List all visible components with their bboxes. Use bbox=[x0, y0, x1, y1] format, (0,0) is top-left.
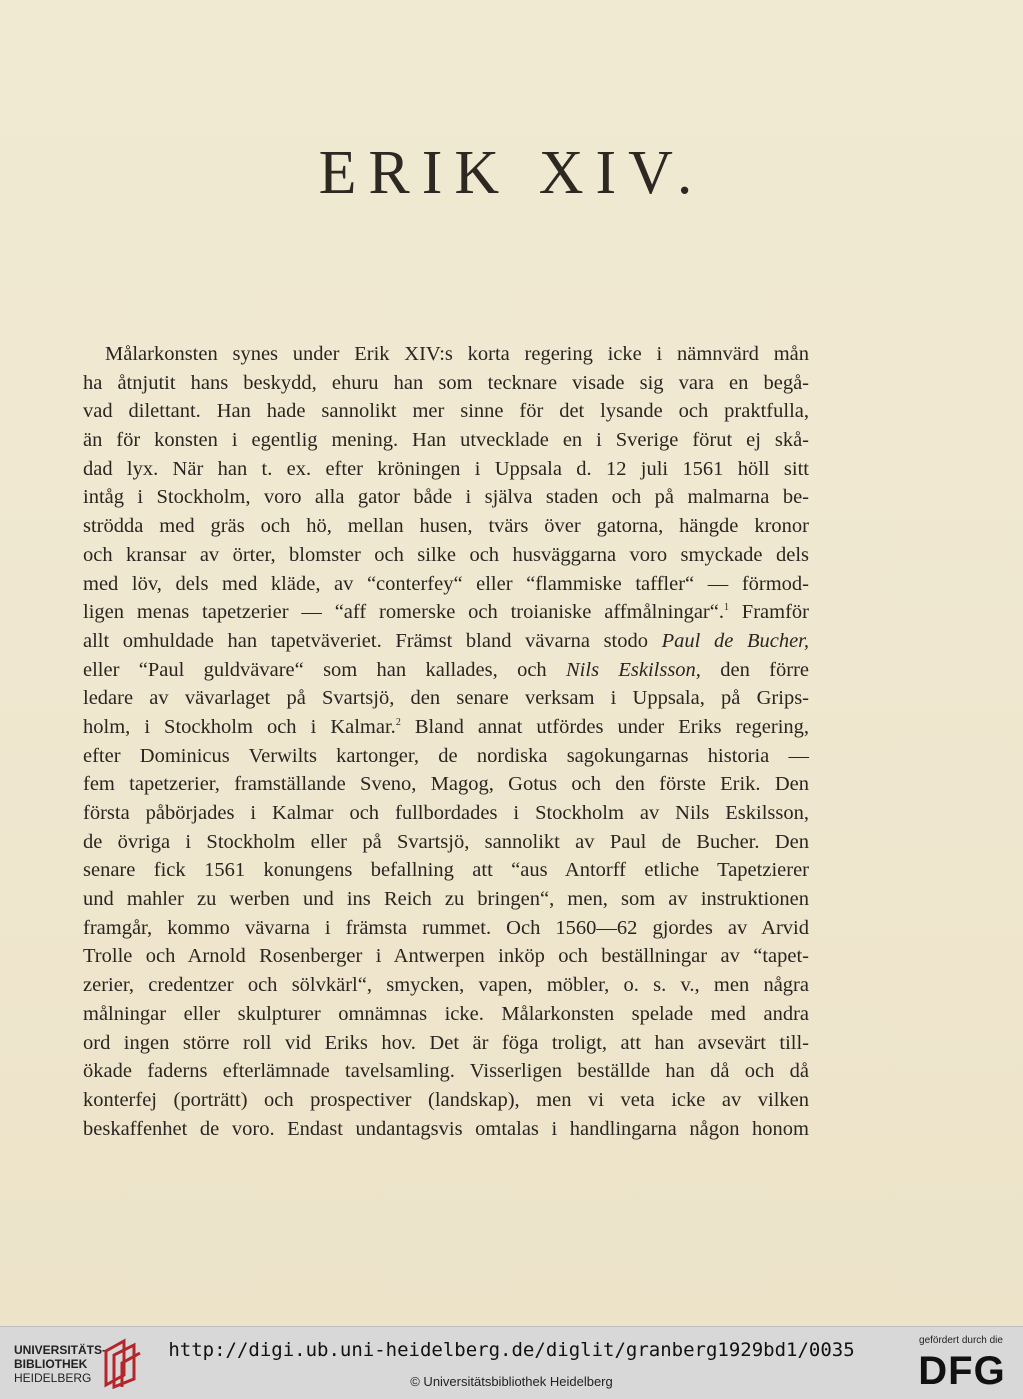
line-text: framgår, kommo vävarna i främsta rummet. Och 1560—62 gjordes av Arvid bbox=[83, 916, 809, 939]
copyright-notice: © Universitätsbibliothek Heidelberg bbox=[410, 1374, 613, 1389]
line-text: holm, i Stockholm och i Kalmar. bbox=[83, 715, 396, 738]
library-line-2: BIBLIOTHEK bbox=[14, 1357, 88, 1371]
line-text: ord ingen större roll vid Eriks hov. Det är föga troligt, att han avsevärt till- bbox=[83, 1031, 809, 1054]
text-line bbox=[83, 512, 809, 541]
text-line bbox=[83, 656, 809, 685]
text-line bbox=[83, 397, 809, 426]
line-text: ledare av vävarlaget på Svartsjö, den senare verksam i Uppsala, på Grips- bbox=[83, 687, 809, 710]
library-line-1: UNIVERSITÄTS- bbox=[14, 1343, 107, 1357]
line-text: efter Dominicus Verwilts kartonger, de nordiska sagokungarnas historia — bbox=[83, 744, 809, 767]
text-line bbox=[83, 541, 809, 570]
text-line bbox=[83, 598, 809, 627]
footnote-marker[interactable]: 1 bbox=[723, 602, 729, 614]
line-text: dad lyx. När han t. ex. efter kröningen i Uppsala d. 12 juli 1561 höll sitt bbox=[83, 457, 809, 480]
line-text: fem tapetzerier, framställande Sveno, Magog, Gotus och den förste Erik. Den bbox=[83, 773, 809, 796]
line-text: ligen menas tapetzerier — “aff romerske och troianiske affmålningar“. bbox=[83, 601, 724, 624]
line-text: Trolle och Arnold Rosenberger i Antwerpen inköp och beställningar av “tapet- bbox=[83, 945, 809, 968]
text-line bbox=[83, 828, 809, 857]
line-text: konterfej (porträtt) och prospectiver (landskap), men vi veta icke av vilken bbox=[83, 1088, 809, 1111]
dfg-logo[interactable]: DFG bbox=[918, 1349, 1006, 1393]
line-text: vad dilettant. Han hade sannolikt mer sinne för det lysande och praktfulla, bbox=[83, 400, 809, 423]
text-line bbox=[83, 455, 809, 484]
footnote-marker[interactable]: 2 bbox=[395, 717, 401, 729]
text-line bbox=[83, 942, 809, 971]
text-line bbox=[83, 426, 809, 455]
line-text: de övriga i Stockholm eller på Svartsjö, sannolikt av Paul de Bucher. Den bbox=[83, 830, 809, 853]
text-line bbox=[83, 340, 809, 369]
line-text: und mahler zu werben und ins Reich zu bringen“, men, som av instruktionen bbox=[83, 888, 809, 911]
line-text: zerier, credentzer och sölvkärl“, smycken, vapen, möbler, o. s. v., men några bbox=[83, 974, 809, 997]
text-line bbox=[83, 369, 809, 398]
line-text: målningar eller skulpturer omnämnas icke. Målarkonsten spelade med andra bbox=[83, 1002, 809, 1025]
line-text: strödda med gräs och hö, mellan husen, tvärs över gatorna, hängde kronor bbox=[83, 515, 809, 538]
body-text bbox=[83, 340, 809, 1143]
line-text: ökade faderns efterlämnade tavelsamling. Visserligen beställde han då och då bbox=[83, 1060, 809, 1083]
text-line bbox=[83, 1000, 809, 1029]
footer-bar bbox=[0, 1326, 1023, 1399]
text-line bbox=[83, 885, 809, 914]
text-line bbox=[83, 1115, 809, 1144]
line-text: eller “Paul guldvävare“ som han kallades, och bbox=[83, 658, 566, 681]
line-text: Bland annat utfördes under Eriks regering, bbox=[400, 715, 810, 738]
line-text: Målarkonsten synes under Erik XIV:s korta regering icke i nämnvärd mån bbox=[105, 343, 809, 365]
text-line bbox=[83, 742, 809, 771]
line-text: beskaffenhet de voro. Endast undantagsvis omtalas i handlingarna någon honom bbox=[83, 1117, 809, 1140]
line-text: den förre bbox=[700, 658, 809, 681]
text-line bbox=[83, 1029, 809, 1058]
text-line bbox=[83, 483, 809, 512]
text-line bbox=[83, 713, 809, 742]
text-line bbox=[83, 627, 809, 656]
text-line bbox=[83, 1057, 809, 1086]
line-text: senare fick 1561 konungens befallning att “aus Antorff etliche Tapetzierer bbox=[83, 859, 809, 882]
line-text: intåg i Stockholm, voro alla gator både i själva staden och på malmarna be- bbox=[83, 486, 809, 509]
text-line bbox=[83, 971, 809, 1000]
funding-caption: gefördert durch die bbox=[919, 1335, 1003, 1346]
text-line bbox=[83, 570, 809, 599]
line-text: första påbörjades i Kalmar och fullbordades i Stockholm av Nils Eskilsson, bbox=[83, 802, 809, 824]
italic-name: Nils Eskilsson, bbox=[566, 658, 701, 681]
text-line bbox=[83, 1086, 809, 1115]
line-text: än för konsten i egentlig mening. Han utvecklade en i Sverige förut ej skå- bbox=[83, 429, 809, 452]
italic-name: Paul de Bucher, bbox=[661, 629, 810, 652]
text-line bbox=[83, 914, 809, 943]
line-text: ha åtnjutit hans beskydd, ehuru han som tecknare visade sig vara en begå- bbox=[83, 371, 809, 394]
text-line bbox=[83, 770, 809, 799]
line-text: och kransar av örter, blomster och silke och husväggarna voro smyckade dels bbox=[83, 543, 809, 566]
line-text: Framför bbox=[728, 601, 809, 624]
source-url-link[interactable]: http://digi.ub.uni-heidelberg.de/diglit/granberg1929bd1/0035 bbox=[168, 1339, 855, 1361]
line-text: allt omhuldade han tapetväveriet. Främst bland vävarna stodo bbox=[83, 629, 662, 652]
text-line bbox=[83, 684, 809, 713]
text-line bbox=[83, 799, 809, 828]
line-text: med löv, dels med kläde, av “conterfey“ eller “flammiske taffler“ — förmod- bbox=[83, 572, 809, 595]
library-line-3: HEIDELBERG bbox=[14, 1371, 92, 1385]
chapter-title: ERIK XIV. bbox=[318, 139, 705, 207]
text-line bbox=[83, 856, 809, 885]
